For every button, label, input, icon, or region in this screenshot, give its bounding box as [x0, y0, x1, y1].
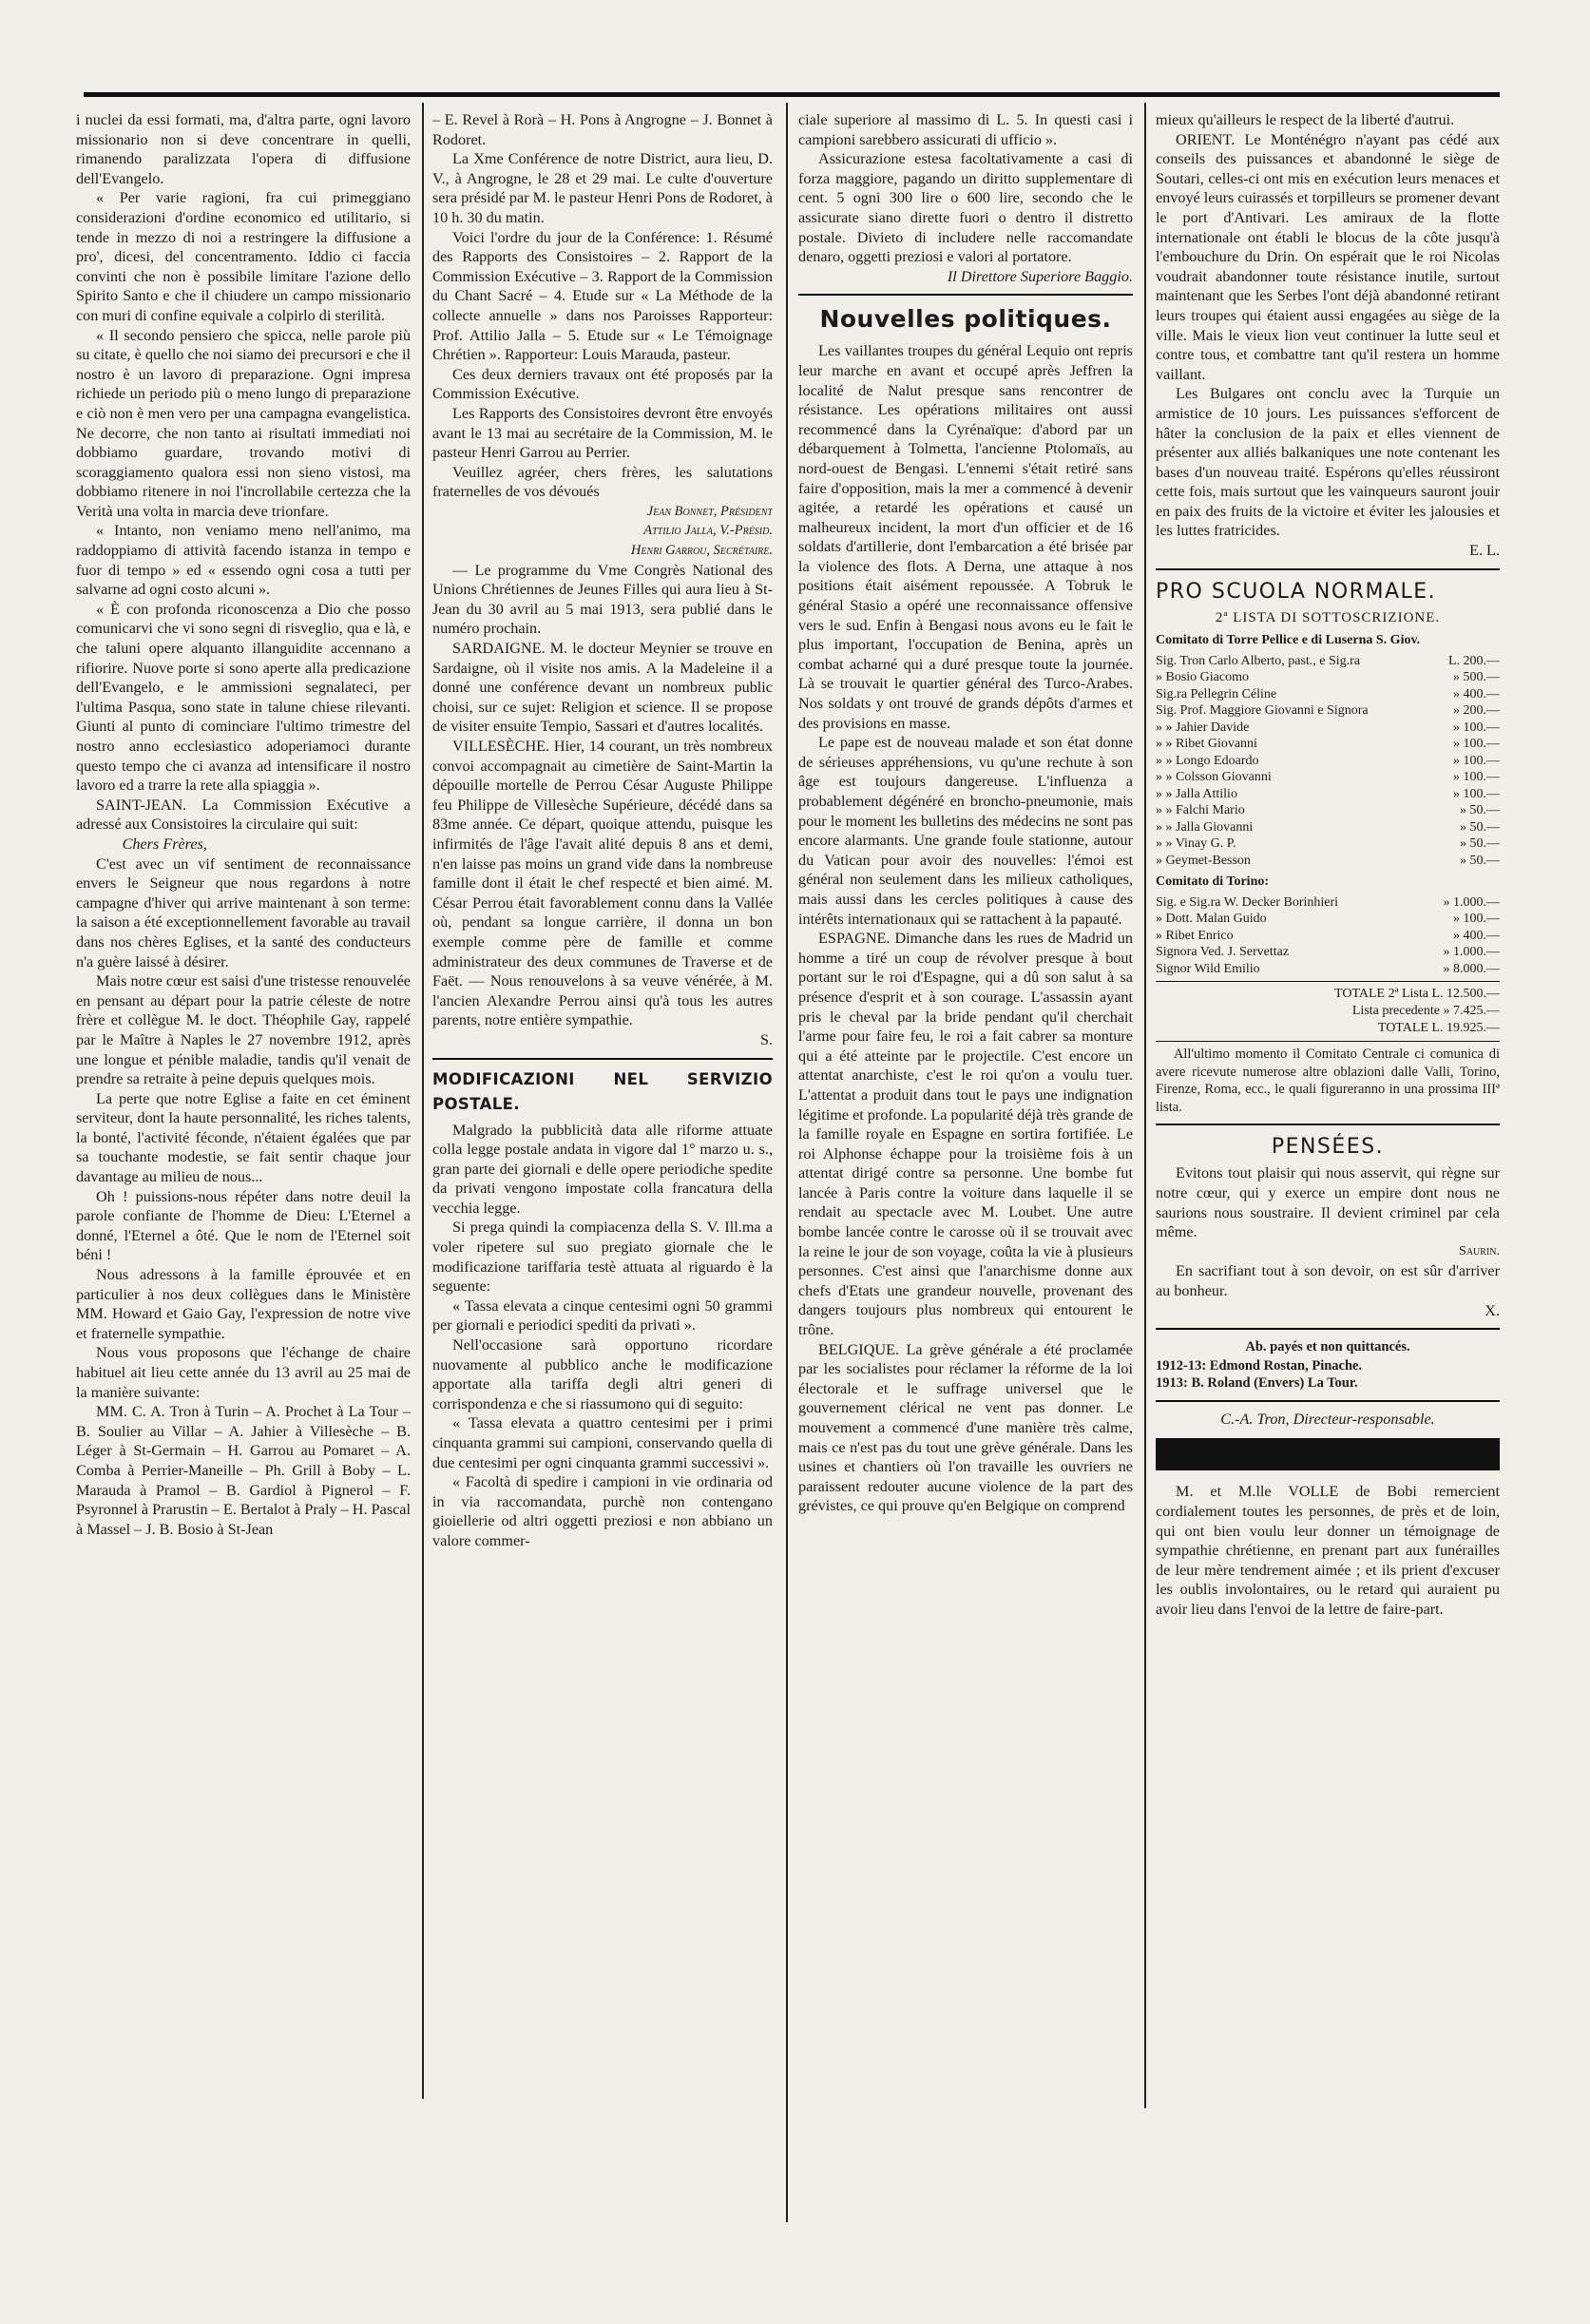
column-3	[798, 110, 1133, 2277]
paragraph: M. et M.lle VOLLE de Bobi remercient cordialement toutes les personnes, de près et de loin, qui ont bien voulu leur donner un témoignage de sympathie chrétienne, en prenant part aux funérailles de leur mère tendrement aimée ; et ils prient d'excuser les oublis involontaires, ou le retard qui auraient pu avoir lieu dans l'envoi de la lettre de faire-part.	[1156, 1483, 1500, 1618]
subscription-amount: » 1.000.—	[1443, 894, 1500, 910]
paragraph: « Intanto, non veniamo meno nell'animo, ma raddoppiamo di attività facendo istanza in tempo e fuor di tempo » ed « essendo ogni cosa a tutti per salvarne ad ogni costo alcuni ».	[76, 522, 411, 599]
subscription-row	[1156, 911, 1500, 928]
signature-president: Jean Bonnet, Président	[646, 503, 773, 519]
section-rule	[1156, 1328, 1500, 1330]
section-heading: PENSÉES.	[1271, 1135, 1385, 1160]
divider	[1156, 1041, 1500, 1042]
column-divider	[786, 103, 788, 2222]
paragraph: « Il secondo pensiero che spicca, nelle parole più su citate, è quello che noi siamo dei precursori e che il nostro è un lavoro di preparazione. Ogni impresa richiede un periodo più o meno lungo di preparazione e ciò non è men vero per una campagna evangelistica. Ne decorre, che non tanto ai risultati immediati noi dobbiamo guardare, trovando motivi di scoraggiamento qualora essi non sieno vistosi, ma dobbiamo ritenere in noi l'incrollabile certezza che la Verità una volta in marcia deve trionfare.	[76, 326, 411, 520]
subtotal: TOTALE 2ª Lista L. 12.500.—	[1334, 987, 1500, 1002]
subscription-amount: » 500.—	[1453, 670, 1500, 685]
subscription-amount: » 200.—	[1453, 703, 1500, 719]
subscription-row	[1156, 669, 1500, 686]
subscription-row	[1156, 736, 1500, 753]
subscription-amount: » 100.—	[1453, 912, 1500, 927]
list-item: 1912-13: Edmond Rostan, Pinache.	[1156, 1357, 1363, 1373]
paragraph: La Xme Conférence de notre District, aura lieu, D. V., à Angrogne, le 28 et 29 mai. Le culte d'ouverture sera présidé par M. le pasteur Henri Pons de Rodoret, à 10 h. 30 du matin.	[432, 150, 773, 226]
section-heading: Ab. payés et non quittancés.	[1245, 1339, 1410, 1355]
column-divider	[422, 103, 424, 2099]
subscription-amount: » 50.—	[1460, 853, 1500, 868]
subscription-amount: » 50.—	[1460, 819, 1500, 835]
section-rule	[432, 1058, 773, 1060]
divider	[1156, 981, 1500, 982]
paragraph: En sacrifiant tout à son devoir, on est sûr d'arriver au bonheur.	[1156, 1262, 1500, 1299]
quote-author: X.	[1485, 1301, 1500, 1319]
subscription-row	[1156, 928, 1500, 945]
paragraph: Nous adressons à la famille éprouvée et en particulier à nos deux collègues dans le Ministère MM. Howard et Gaio Gay, l'expression de notre vive et fraternelle sympathie.	[76, 1266, 411, 1342]
subscription-row	[1156, 961, 1500, 978]
subscription-row	[1156, 944, 1500, 961]
subscription-amount: » 100.—	[1453, 770, 1500, 785]
paragraph: SARDAIGNE. M. le docteur Meynier se trouve en Sardaigne, où il visite nos amis. A la Madeleine il a donné une conférence devant un nombreux public choisi, sur ce sujet: Religion et science. Il se propose de visiter ensuite Tempio, Sassari et d'autres localités.	[432, 640, 773, 736]
paragraph: mieux qu'ailleurs le respect de la liberté d'autrui.	[1156, 111, 1455, 128]
signature-secretary: Henri Garrou, Secrétaire.	[630, 543, 773, 559]
subscriber-name: » » Falchi Mario	[1156, 803, 1245, 818]
subscription-list	[1156, 894, 1500, 978]
paragraph: Les Rapports des Consistoires devront être envoyés avant le 13 mai au secrétaire de la Commission, M. le pasteur Henri Garrou au Perrier.	[432, 404, 773, 462]
section-heading: MODIFICAZIONI NEL SERVIZIO POSTALE.	[432, 1069, 773, 1113]
section-rule	[1156, 1400, 1500, 1402]
subscription-amount: » 400.—	[1453, 928, 1500, 943]
paragraph: Nous vous proposons que l'échange de chaire habituel ait lieu cette année du 13 avril au 25 mai de la manière suivante:	[76, 1344, 411, 1401]
subscriber-name: » » Jalla Attilio	[1156, 786, 1237, 801]
subscriber-name: Sig. Tron Carlo Alberto, past., e Sig.ra	[1156, 653, 1361, 668]
editor-line: C.-A. Tron, Directeur-responsable.	[1220, 1410, 1435, 1428]
paragraph: — Le programme du Vme Congrès National des Unions Chrétiennes de Jeunes Filles qui aura lieu à St-Jean du 30 avril au 5 mai 1913, sera publié dans le numéro prochain.	[432, 561, 773, 638]
subscription-row	[1156, 753, 1500, 770]
paragraph: Voici l'ordre du jour de la Conférence: 1. Résumé des Rapports des Consistoires – 2. Rapport de la Commission Exécutive – 3. Rapport de la Commission du Chant Sacré – 4. Etude sur « La Méthode de la collecte annuelle » dans nos Paroisses Rapporteur: Prof. Attilio Jalla – 5. Etude sur « Le Témoignage Chrétien ». Rapporteur: Louis Marauda, pasteur.	[432, 228, 773, 364]
subscriber-name: Signor Wild Emilio	[1156, 961, 1260, 976]
subscriber-name: Sig.ra Pellegrin Céline	[1156, 686, 1277, 701]
paragraph: Oh ! puissions-nous répéter dans notre deuil la parole confiante de l'homme de Dieu: L'Eternel a donné, l'Eternel a ôté. Que le nom de l'Eternel soit béni !	[76, 1187, 411, 1264]
subscription-amount: » 100.—	[1453, 737, 1500, 752]
previous-list-total: Lista precedente » 7.425.—	[1351, 1004, 1500, 1019]
subscription-row	[1156, 802, 1500, 819]
subscriber-name: » » Colsson Giovanni	[1156, 770, 1272, 785]
section-rule	[1156, 568, 1500, 570]
section-heading: PRO SCUOLA NORMALE.	[1156, 579, 1437, 604]
subscription-amount: » 50.—	[1460, 836, 1500, 852]
subscription-row	[1156, 769, 1500, 786]
subscription-amount: » 100.—	[1453, 786, 1500, 801]
subscription-amount: » 100.—	[1453, 753, 1500, 768]
paragraph: SAINT-JEAN. La Commission Exécutive a adressé aux Consistoires la circulaire qui suit:	[76, 796, 411, 834]
paragraph: C'est avec un vif sentiment de reconnaissance envers le Seigneur que nous regardons à notre campagne d'hiver qui arrive maintenant à son terme: la saison a été exceptionnellement favorable au travail dans nos chères Eglises, et la santé des conducteurs n'a guère laissé à désirer.	[76, 855, 411, 970]
top-rule	[84, 92, 1500, 97]
subscription-row	[1156, 653, 1500, 670]
subscriber-name: » Geymet-Besson	[1156, 853, 1251, 868]
signature-vice-president: Attilio Jalla, V.-Présid.	[643, 523, 773, 539]
section-subheading: 2ª LISTA DI SOTTOSCRIZIONE.	[1215, 609, 1441, 625]
paragraph-signature: S.	[759, 1030, 773, 1048]
paragraph: « Tassa elevata a quattro centesimi per i primi cinquanta grammi sui campioni, conservando quella di due centesimi per ogni cinquanta grammi successivi ».	[432, 1414, 773, 1471]
paragraph: Malgrado la pubblicità data alle riforme attuate colla legge postale andata in vigore dal 1° marzo u. s., gran parte dei giornali e delle opere periodiche spedite da privati vengono impostate colla francatura della vecchia legge.	[432, 1121, 773, 1217]
subscription-row	[1156, 720, 1500, 737]
paragraph: BELGIQUE. La grève générale a été proclamée par les socialistes pour réclamer la réforme de la loi électorale et le suffrage universel que le gouvernement clérical ne vent pas donner. Le mouvement a commencé d'une manière très calme, mais ce n'est pas du tout une grève générale. Dans les usines et chantiers où l'on travaille les ouvriers ne paraissent redouter aucune violence de la part des grévistes, ce qui prouve qu'en Belgique on comprend	[798, 1340, 1133, 1515]
subscription-amount: » 100.—	[1453, 720, 1500, 735]
subscription-amount: » 50.—	[1460, 803, 1500, 818]
subscription-amount: L. 200.—	[1447, 653, 1500, 668]
subscriber-name: » » Longo Edoardo	[1156, 753, 1259, 768]
subscriber-name: » » Ribet Giovanni	[1156, 737, 1257, 752]
paragraph: Assicurazione estesa facoltativamente a casi di forza maggiore, pagando un diritto supplementare di cent. 5 ogni 300 lire o 600 lire, secondo che le assicurate siano dirette fuori o dentro il distretto postale. Divieto di includere nelle raccomandate denaro, oggetti preziosi e valori al portatore.	[798, 150, 1133, 266]
subscription-amount: » 1.000.—	[1443, 945, 1500, 960]
subscriber-name: » Ribet Enrico	[1156, 928, 1234, 943]
paragraph: ORIENT. Le Monténégro n'ayant pas cédé aux conseils des puissances et abandonné le siège de Soutari, celles-ci ont mis en exécution leurs menaces et envoyé leurs cuirassés et torpilleurs se promener devant le port d'Antivari. Les amiraux de la flotte internationale ont établi le blocus de la côte jusqu'à l'embouchure du Drin. On espérait que le roi Nicolas voudrait abandonner toute résistance inutile, surtout maintenant que les Serbes l'ont déjà abandonné retirant leurs troupes qui étaient aussi engagées au siège de la ville. Mais le vieux lion veut continuer la lutte seul et contre tous, et combattre tant qu'il restera un homme vaillant.	[1156, 130, 1500, 383]
paragraph: Les Bulgares ont conclu avec la Turquie un armistice de 10 jours. Les puissances s'efforcent de hâter la conclusion de la paix et elles viennent de présenter aux alliés balkaniques une note contenant les bases d'un nouveau traité. Espérons qu'elles réussiront cette fois, mais surtout que les vainqueurs sauront jouir en paix des fruits de la victoire et éviter les jalousies et les luttes fratricides.	[1156, 385, 1500, 540]
subscription-amount: » 8.000.—	[1443, 961, 1500, 976]
quote-author: Saurin.	[1459, 1243, 1500, 1258]
paragraph: i nuclei da essi formati, ma, d'altra parte, ogni lavoro missionario non si deve concentrare in quelli, rimanendo paralizzata l'opera di diffusione dell'Evangelo.	[76, 111, 411, 187]
column-4	[1156, 110, 1500, 2277]
paragraph: Le pape est de nouveau malade et son état donne de sérieuses appréhensions, vu qu'une rechute à son âge est toujours dangereuse. L'influenza a probablement dégénéré en broncho-pneumonie, mais pour le moment les bulletins des médecins ne sont pas encore alarmants. Une grande foule stationne, autour du Vatican pour avoir des nouvelles: l'émoi est général non seulement dans les milieux catholiques, mais aussi dans les cercles politiques à cause des intérêts internationaux qui se rattachent à la papauté.	[798, 734, 1133, 928]
paragraph: All'ultimo momento il Comitato Centrale ci comunica di avere ricevute numerose altre oblazioni dalle Valli, Torino, Firenze, Roma, ecc., le quali figureranno in una prossima IIIª lista.	[1156, 1047, 1500, 1115]
paragraph: La perte que notre Eglise a faite en cet éminent serviteur, dont la haute personnalité, les riches talents, la bonté, l'activité féconde, n'étaient égalées que par sa touchante modestie, se fait sentir chaque jour davantage au milieu de nous...	[76, 1089, 411, 1186]
paragraph: ciale superiore al massimo di L. 5. In questi casi i campioni sarebbero assicurati di ufficio ».	[798, 111, 1133, 148]
subscription-row	[1156, 819, 1500, 836]
paragraph: Ces deux derniers travaux ont été proposés par la Commission Exécutive.	[432, 365, 773, 403]
salutation: Chers Frères,	[122, 835, 207, 853]
committee-heading: Comitato di Torino:	[1156, 874, 1270, 890]
subscription-row	[1156, 835, 1500, 853]
section-rule	[798, 294, 1133, 296]
signature: Il Direttore Superiore Baggio.	[947, 267, 1133, 285]
list-item: 1913: B. Roland (Envers) La Tour.	[1156, 1375, 1358, 1392]
subscriber-name: » » Vinay G. P.	[1156, 836, 1236, 852]
subscriber-name: Sig. e Sig.ra W. Decker Borinhieri	[1156, 894, 1339, 910]
paragraph: Si prega quindi la compiacenza della S. V. Ill.ma a voler ripetere sul suo pregiato giornale che le modificazione tariffaria testè attuata al riguardo è la seguente:	[432, 1219, 773, 1296]
paragraph: Les vaillantes troupes du général Lequio ont repris leur marche en avant et occupé après Jeffren la localité de Nalut presque sans rencontrer de résistance. Les opérations militaires ont aussi recommencé dans la Cyrénaïque: d'abord par un débarquement à Tolmetta, l'ancienne Ptolomaïs, au nord-ouest de Bengasi. L'ennemi s'était retiré sans faire d'opposition, mais la mer a commencé à devenir agitée, a retardé les opérations et causé un malheureux incident, la mort d'un officier et de 16 soldats d'artillerie, dont l'embarcation a été brisée par la violence des flots. A Derna, une attaque à nos positions était aisément repoussée. A Tobruk le général Stasio a opéré une reconnaissance offensive vers le sud. Enfin à Bengasi nous avons eu le fait le plus important, l'occupation de Benina, après un combat acharné qui a duré presque toute la journée. Là se trouvait le quartier général des Turco-Arabes. Nos soldats y ont trouvé de grands dépôts d'armes et des provisions en masse.	[798, 342, 1133, 732]
section-heading: Nouvelles politiques.	[819, 305, 1112, 334]
subscriber-name: Signora Ved. J. Servettaz	[1156, 945, 1290, 960]
subscription-row	[1156, 786, 1500, 803]
committee-heading: Comitato di Torre Pellice e di Luserna S. Giov.	[1156, 633, 1421, 648]
subscription-row	[1156, 702, 1500, 720]
paragraph: Nell'occasione sarà opportuno ricordare nuovamente al pubblico anche le modificazione apportate alla tariffa degli altri generi di corrispondenza e che si riassumono qui di seguito:	[432, 1336, 773, 1412]
black-bar	[1156, 1438, 1500, 1470]
paragraph: VILLESÈCHE. Hier, 14 courant, un très nombreux convoi accompagnait au cimetière de Saint-Martin la dépouille mortelle de Perrou César Auguste Philippe feu Philippe de Villesèche Supérieure, décédé dans sa 83me année. Ce départ, quoique attendu, puisque les infirmités de l'âge l'avait alité depuis 8 ans et demi, n'en laisse pas moins un grand vide dans la nombreuse famille dont il était le chef respecté et bien aimé. M. César Perrou était favorablement connu dans la Vallée où, pendant sa longue carrière, il donna un bon exemple comme père de famille et comme administrateur des deux communes de Traverse et de Faët. — Nous renouvelons à sa veuve vénérée, à M. l'ancien Alexandre Perrou ainsi qu'à tous les autres parents, notre entière sympathie.	[432, 738, 773, 1029]
paragraph: ESPAGNE. Dimanche dans les rues de Madrid un homme a tiré un coup de révolver presque à bout portant sur le roi d'Espagne, qui a dû son salut à sa présence d'esprit et à son courage. L'assassin ayant pris le cheval par la bride pendant qu'il cherchait l'arme pour faire feu, le roi a fait cabrer sa monture qui a été atteinte par le projectile. C'est encore un attentat anarchiste, c'est le roi qu'on a voulu tuer. L'attentat a produit dans tout le pays une indignation légitime et profonde. La popularité déjà très grande de la famille royale en Espagne en sortira fortifiée. Le roi Alphonse échappe pour la troisième fois à un attentat dirigé contre sa personne. Une bombe fut lancée à Paris contre la voiture dans laquelle il se rendait au spectacle avec M. Loubet. Une autre bombe lancée contre le carosse où il se trouvait avec la reine le jour de son voyage, coûta la vie à plusieurs personnes. C'est ainsi que l'anarchisme donne aux chefs d'Etats une grandeur nouvelle, provenant des dangers toujours plus nombreux qui entourent le trône.	[798, 930, 1133, 1339]
paragraph: – E. Revel à Rorà – H. Pons à Angrogne – J. Bonnet à Rodoret.	[432, 111, 773, 148]
grand-total: TOTALE L. 19.925.—	[1377, 1021, 1500, 1036]
paragraph: Evitons tout plaisir qui nous asservit, qui règne sur notre cœur, qui y exerce un empire dont nous ne saurions nous soustraire. Il devient criminel par cela même.	[1156, 1164, 1500, 1241]
subscription-amount: » 400.—	[1453, 686, 1500, 701]
subscription-row	[1156, 853, 1500, 870]
subscriber-name: » Bosio Giacomo	[1156, 670, 1249, 685]
paragraph: « Facoltà di spedire i campioni in vie ordinaria od in via raccomandata, purchè non contengano gioiellerie od altri oggetti preziosi e non abbiano un valore commer-	[432, 1473, 773, 1549]
column-2	[432, 110, 773, 2277]
paragraph: Veuillez agréer, chers frères, les salutations fraternelles de vos dévoués	[432, 463, 773, 501]
subscription-list	[1156, 653, 1500, 870]
column-divider	[1144, 103, 1146, 2108]
paragraph: Mais notre cœur est saisi d'une tristesse renouvelée en pensant au départ pour la patrie céleste de notre frère et collègue M. le doct. Théophile Gay, rappelé par le Maître à Naples le 27 novembre 1912, après une longue et pénible maladie, tandis qu'il venait de prendre sa retraite à peine depuis quelques mois.	[76, 972, 411, 1088]
subscriber-name: » » Jalla Giovanni	[1156, 819, 1254, 835]
paragraph: « Tassa elevata a cinque centesimi ogni 50 grammi per giornali e periodici spediti da privati ».	[432, 1296, 773, 1335]
subscriber-name: » » Jahier Davide	[1156, 720, 1250, 735]
paragraph-signature: E. L.	[1469, 542, 1500, 560]
column-1	[76, 110, 411, 2277]
paragraph: « È con profonda riconoscenza a Dio che posso comunicarvi che vi sono segni di risveglio, qua e là, e che taluni opere alquanto illanguidite accennano a rifiorire. Nuove porte si sono aperte alla predicazione dell'Evangelo, e le ammissioni segnalateci, per l'ultima Pasqua, sono state in talune chiese rilevanti. Giunti al punto di cominciare l'ultimo trimestre del nostro anno ecclesiastico adoperiamoci durante questo tempo che ci avanza ad intensificare il nostro lavoro ed a trarre la rete alla spiaggia ».	[76, 600, 411, 795]
subscriber-name: » Dott. Malan Guido	[1156, 912, 1267, 927]
subscription-row	[1156, 686, 1500, 703]
section-rule	[1156, 1124, 1500, 1125]
subscription-row	[1156, 894, 1500, 912]
subscriber-name: Sig. Prof. Maggiore Giovanni e Signora	[1156, 703, 1369, 719]
paragraph: MM. C. A. Tron à Turin – A. Prochet à La Tour – B. Soulier au Villar – A. Jahier à Villesèche – B. Léger à St-Germain – H. Garrou au Pomaret – A. Comba à Perrier-Maneille – Ph. Grill à Boby – L. Marauda à Pramol – B. Gardiol à Pignerol – F. Psyronnel à Prarustin – E. Bertalot à Praly – H. Pascal à Massel – J. B. Bosio à St-Jean	[76, 1403, 411, 1538]
paragraph: « Per varie ragioni, fra cui primeggiano considerazioni d'ordine economico ed utilitario, si tende in mezzo di noi a restringere la diffusione a pro', dicesi, del concentramento. Iddio ci faccia convinti che non è possibile limitare l'azione dello Spirito Santo e che il chiudere un campo missionario con muri di confine equivale a colpirlo di sterilità.	[76, 189, 411, 324]
